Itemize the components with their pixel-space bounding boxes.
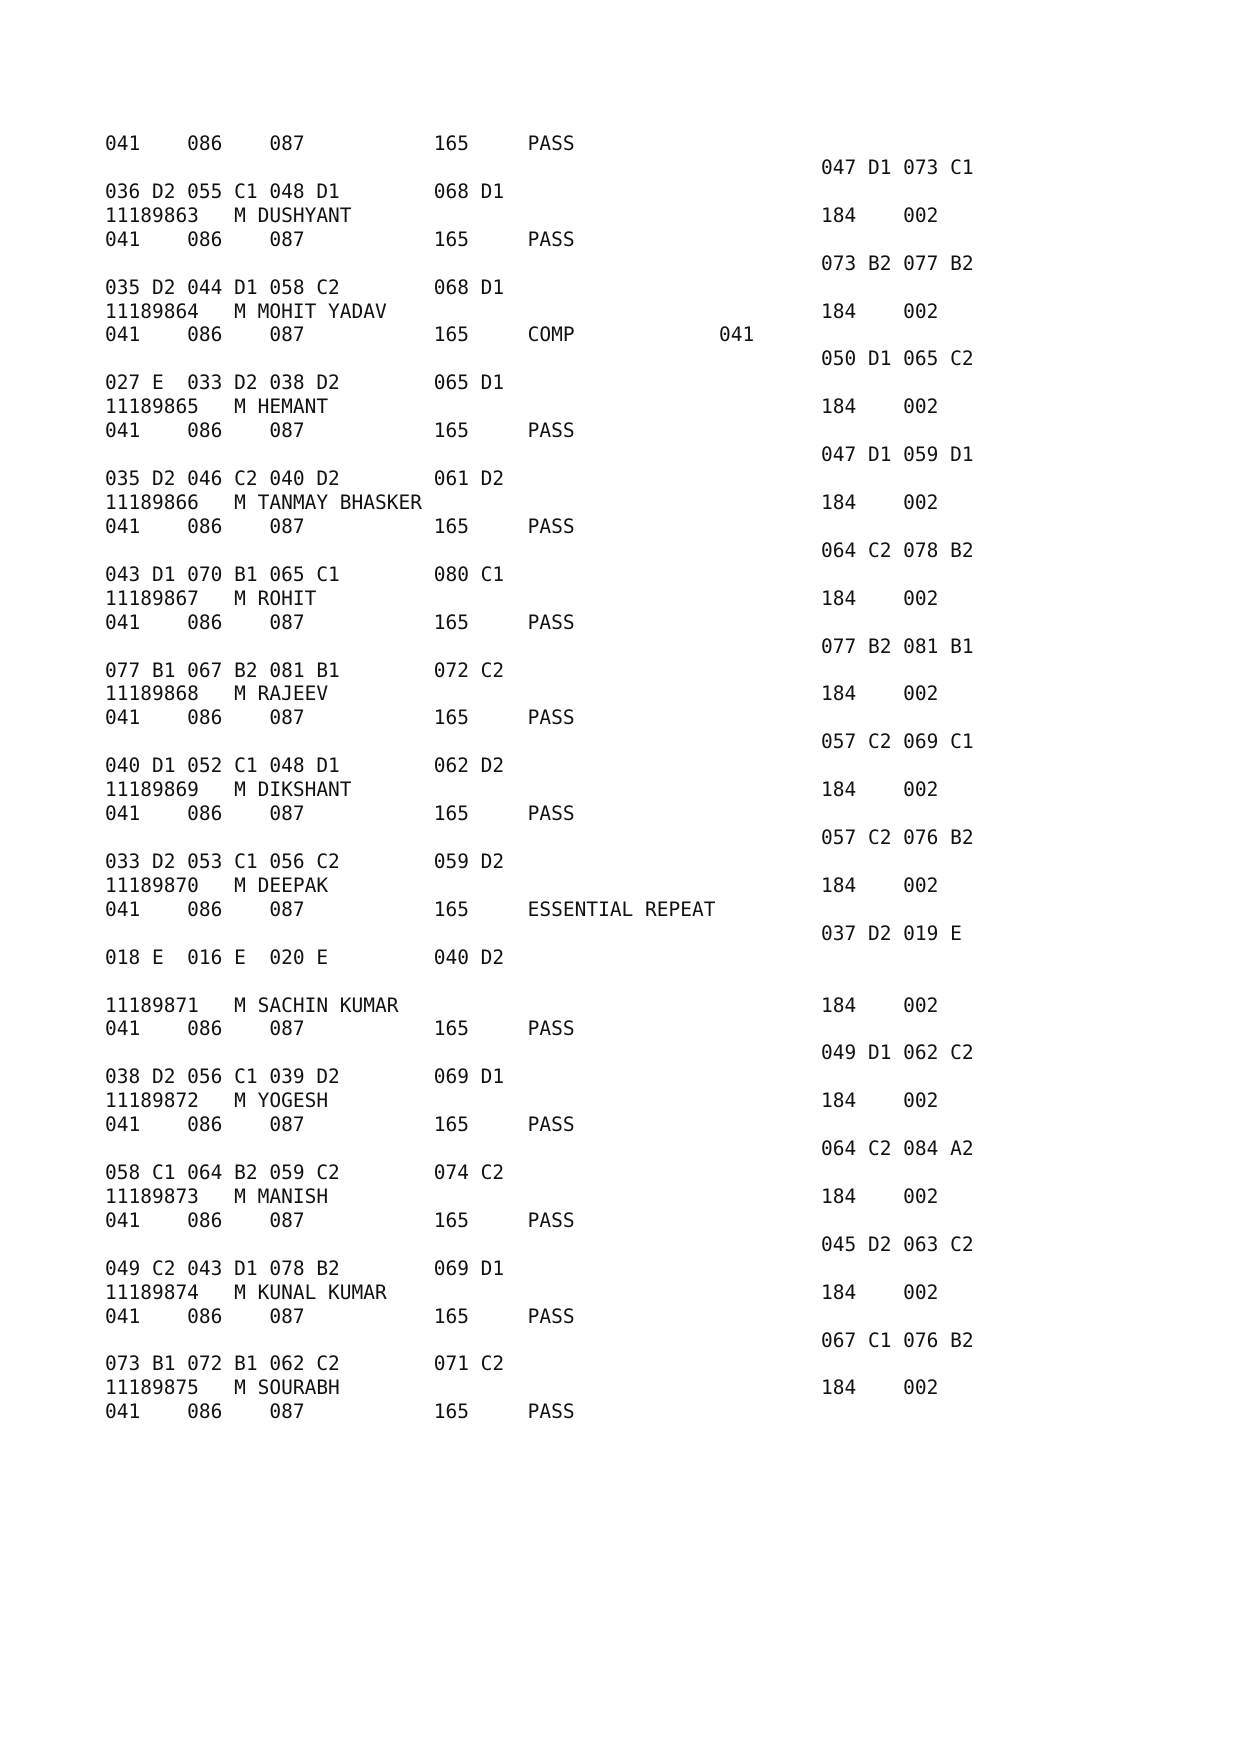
line-text-left: 11189872 M YOGESH: [105, 1089, 329, 1113]
text-line: [0, 1112, 1241, 1138]
text-line: [0, 1088, 1241, 1114]
line-text-right: 184 002: [821, 490, 939, 514]
text-line: [0, 705, 1241, 731]
text-line: [0, 586, 1241, 612]
line-text-left: 041 086 087 165 ESSENTIAL REPEAT: [105, 897, 716, 921]
text-line: [0, 1375, 1241, 1401]
line-text-left: 041 086 087 165 PASS: [105, 1017, 575, 1041]
line-text-right: 047 D1 073 C1: [821, 155, 974, 179]
line-text-left: 041 086 087 165 PASS: [105, 132, 575, 155]
line-text-right: 184 002: [821, 395, 939, 419]
line-text-left: 11189867 M ROHIT: [105, 586, 317, 610]
line-text-left: 018 E 016 E 020 E 040 D2: [105, 945, 505, 969]
text-line: [0, 1208, 1241, 1234]
text-line: [0, 370, 1241, 396]
line-text-right: 184 002: [821, 299, 939, 323]
line-text-left: 11189875 M SOURABH: [105, 1376, 340, 1400]
text-line: [0, 873, 1241, 899]
line-text-left: 033 D2 053 C1 056 C2 059 D2: [105, 849, 505, 873]
line-text-right: 057 C2 076 B2: [821, 826, 974, 849]
line-text-left: 040 D1 052 C1 048 D1 062 D2: [105, 754, 505, 778]
text-line: [0, 251, 1241, 277]
text-line: [0, 203, 1241, 229]
text-line: [0, 514, 1241, 540]
text-line: [0, 131, 1241, 157]
line-text-right: 184 002: [821, 1280, 939, 1304]
text-line: [0, 346, 1241, 372]
text-line: [0, 897, 1241, 923]
line-text-left: 035 D2 046 C2 040 D2 061 D2: [105, 467, 505, 490]
text-line: [0, 945, 1241, 971]
line-text-right: 184 002: [821, 778, 939, 802]
line-text-left: 11189871 M SACHIN KUMAR: [105, 993, 399, 1017]
line-text-right: 045 D2 063 C2: [821, 1232, 974, 1256]
text-line: [0, 1064, 1241, 1090]
line-text-right: 184 002: [821, 873, 939, 897]
line-text-left: 038 D2 056 C1 039 D2 069 D1: [105, 1065, 505, 1089]
text-line: [0, 1328, 1241, 1354]
line-text-left: 041 086 087 165 PASS: [105, 802, 575, 825]
line-text-right: 064 C2 084 A2: [821, 1137, 974, 1161]
text-line: [0, 1280, 1241, 1306]
line-text-left: 11189866 M TANMAY BHASKER: [105, 490, 422, 514]
text-line: [0, 921, 1241, 947]
line-text-left: 041 086 087 165 PASS: [105, 1304, 575, 1328]
line-text-left: 11189869 M DIKSHANT: [105, 778, 352, 802]
line-text-right: 037 D2 019 E: [821, 921, 962, 945]
text-line: [0, 1351, 1241, 1377]
line-text-right: 184 002: [821, 1089, 939, 1113]
line-text-left: 11189874 M KUNAL KUMAR: [105, 1280, 387, 1304]
text-line: [0, 562, 1241, 588]
line-text-left: 077 B1 067 B2 081 B1 072 C2: [105, 658, 505, 682]
text-line: [0, 538, 1241, 564]
line-text-left: 041 086 087 165 PASS: [105, 419, 575, 443]
line-text-left: 041 086 087 165 COMP: [105, 323, 575, 347]
text-line: [0, 1256, 1241, 1282]
line-text-right: 064 C2 078 B2: [821, 538, 974, 562]
line-text-left: 11189868 M RAJEEV: [105, 682, 329, 706]
line-text-left: 041 086 087 165 PASS: [105, 1113, 575, 1137]
line-text-left: 073 B1 072 B1 062 C2 071 C2: [105, 1352, 505, 1376]
line-text-left: 11189865 M HEMANT: [105, 395, 329, 419]
line-text-left: 049 C2 043 D1 078 B2 069 D1: [105, 1256, 505, 1280]
line-text-right: 050 D1 065 C2: [821, 347, 974, 371]
line-text-right: 184 002: [821, 1376, 939, 1400]
text-line: [0, 969, 1241, 995]
text-line: [0, 179, 1241, 205]
text-line: [0, 658, 1241, 684]
line-text-left: 11189863 M DUSHYANT: [105, 203, 352, 227]
text-line: [0, 1232, 1241, 1258]
line-text-right: 047 D1 059 D1: [821, 443, 974, 467]
text-line: [0, 634, 1241, 660]
line-text-left: 041 086 087 165 PASS: [105, 610, 575, 634]
line-text-left: 035 D2 044 D1 058 C2 068 D1: [105, 275, 505, 299]
text-line: [0, 753, 1241, 779]
line-text-right: 077 B2 081 B1: [821, 634, 974, 658]
text-line: [0, 442, 1241, 468]
text-line: [0, 825, 1241, 851]
text-line: [0, 1040, 1241, 1066]
line-text-left: 036 D2 055 C1 048 D1 068 D1: [105, 179, 505, 203]
text-line: [0, 681, 1241, 707]
text-line: [0, 993, 1241, 1019]
line-text-right: 184 002: [821, 586, 939, 610]
text-line: [0, 227, 1241, 253]
line-text-right: 073 B2 077 B2: [821, 251, 974, 275]
text-line: [0, 490, 1241, 516]
line-text-right: 184 002: [821, 203, 939, 227]
line-text-left: 041 086 087 165 PASS: [105, 706, 575, 730]
line-text-left: 027 E 033 D2 038 D2 065 D1: [105, 371, 505, 395]
text-line: [0, 1184, 1241, 1210]
line-text-left: 11189873 M MANISH: [105, 1184, 329, 1208]
text-line: [0, 610, 1241, 636]
line-text-left: 11189870 M DEEPAK: [105, 873, 329, 897]
text-line: [0, 322, 1241, 348]
text-line: [0, 1304, 1241, 1330]
text-line: [0, 418, 1241, 444]
text-line: [0, 275, 1241, 301]
text-line: [0, 466, 1241, 492]
line-text-left: 041 086 087 165 PASS: [105, 1400, 575, 1424]
line-text-middle: 041: [719, 323, 755, 347]
text-line: [0, 1136, 1241, 1162]
line-text-right: 184 002: [821, 682, 939, 706]
line-text-right: 057 C2 069 C1: [821, 730, 974, 754]
line-text-right: 049 D1 062 C2: [821, 1041, 974, 1065]
text-line: [0, 155, 1241, 181]
text-line: [0, 849, 1241, 875]
text-line: [0, 1399, 1241, 1425]
line-text-left: 11189864 M MOHIT YADAV: [105, 299, 387, 323]
text-line: [0, 1160, 1241, 1186]
text-line: [0, 801, 1241, 827]
line-text-left: 041 086 087 165 PASS: [105, 1208, 575, 1232]
text-line: [0, 777, 1241, 803]
line-text-right: 067 C1 076 B2: [821, 1328, 974, 1352]
line-text-left: 043 D1 070 B1 065 C1 080 C1: [105, 562, 505, 586]
line-text-left: 041 086 087 165 PASS: [105, 514, 575, 538]
line-text-left: 058 C1 064 B2 059 C2 074 C2: [105, 1161, 505, 1184]
text-line: [0, 729, 1241, 755]
line-text-right: 184 002: [821, 993, 939, 1017]
text-line: [0, 1016, 1241, 1042]
text-line: [0, 299, 1241, 325]
line-text-right: 184 002: [821, 1184, 939, 1208]
line-text-left: 041 086 087 165 PASS: [105, 227, 575, 251]
text-line: [0, 394, 1241, 420]
